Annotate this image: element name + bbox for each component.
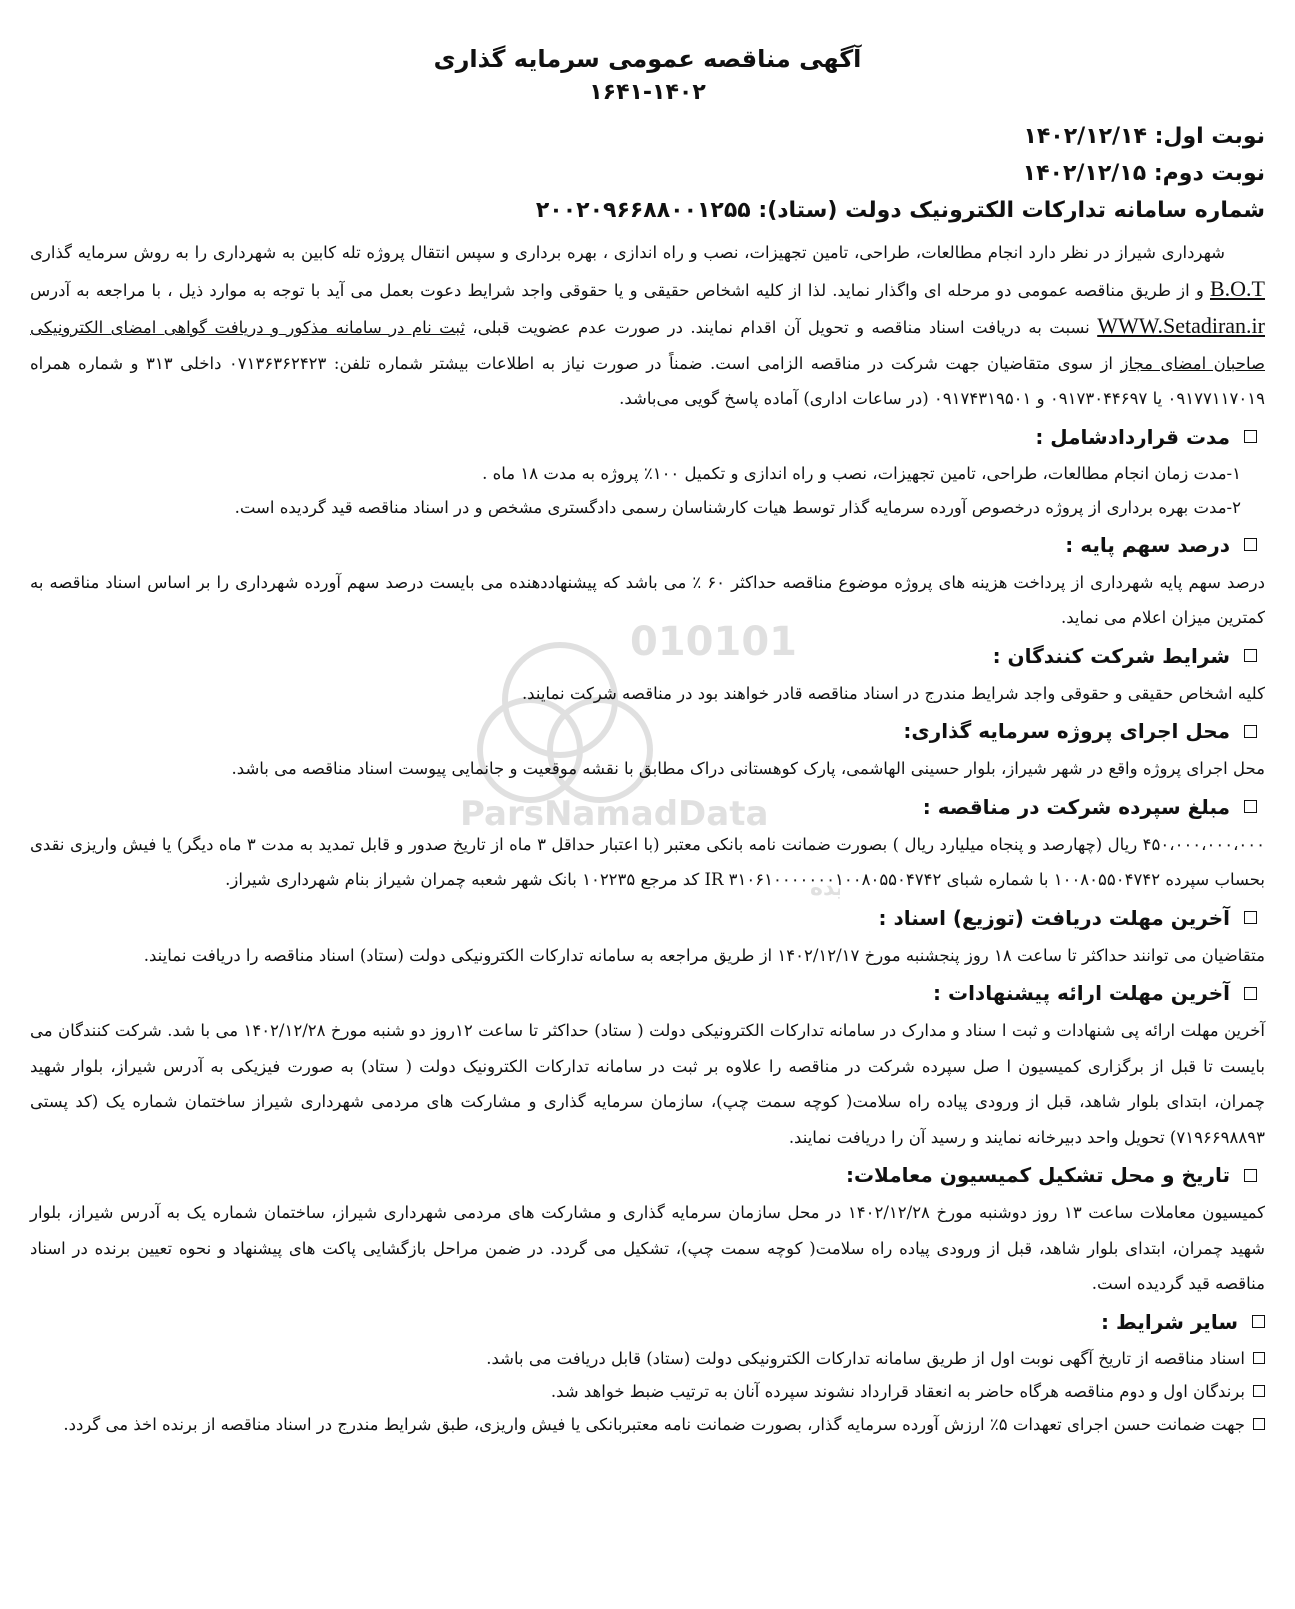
checkbox-square-icon <box>1244 987 1257 1000</box>
offer-deadline-heading-text: آخرین مهلت ارائه پیشنهادات : <box>933 981 1230 1005</box>
other-heading-text: سایر شرایط : <box>1101 1309 1238 1334</box>
share-heading <box>30 525 1265 565</box>
other-bullet-2: برندگان اول و دوم مناقصه هرگاه حاضر به انعقاد قرارداد نشوند سپرده آنان به ترتیب ضبط خواهد شد. <box>550 1381 1245 1401</box>
checkbox-square-icon <box>1253 1418 1265 1430</box>
intro-part1: شهرداری شیراز در نظر دارد انجام مطالعات، طراحی، تامین تجهیزات، نصب و راه اندازی ، بهره برداری و سپس انتقال پروژه تله کابین به شهرداری را به روش سرمایه گذاری <box>30 243 1225 262</box>
intro-paragraph <box>30 235 1265 417</box>
checkbox-square-icon <box>1253 1352 1265 1364</box>
checkbox-square-icon <box>1252 1315 1265 1328</box>
participants-heading-text: شرایط شرکت کنندگان : <box>992 643 1230 668</box>
checkbox-square-icon <box>1244 1169 1257 1182</box>
deposit-text: ۴۵۰،۰۰۰،۰۰۰،۰۰۰ ریال (چهارصد و پنجاه میلیارد ریال ) بصورت ضمانت نامه بانکی معتبر (با اعتبار حداقل ۳ ماه از تاریخ صدور و قابل تمدید به مدت ۳ ماه دیگر) یا فیش واریزی نقدی بحساب سپرده ۱۰۰۸۰۵۵۰۴۷۴۲ با شماره شبای IR ۳۱۰۶۱۰۰۰۰۰۰۰۱۰۰۸۰۵۵۰۴۷۴۲ کد مرجع ۱۰۲۲۳۵ بانک شهر شعبه چمران شیراز بنام شهرداری شیراز. <box>30 834 1265 889</box>
share-heading-text: درصد سهم پایه : <box>1065 532 1230 557</box>
first-notice-label: نوبت اول: <box>1154 124 1265 149</box>
participants-text: کلیه اشخاص حقیقی و حقوقی واجد شرایط مندرج در اسناد مناقصه قادر خواهند بود در مناقصه شرکت نمایند. <box>521 683 1265 703</box>
tender-notice <box>30 42 1265 1441</box>
setad-label: شماره سامانه تدارکات الکترونیک دولت (ستاد): <box>758 198 1265 223</box>
setad-system-number <box>30 192 1265 229</box>
commission-heading-text: تاریخ و محل تشکیل کمیسیون معاملات: <box>845 1163 1230 1187</box>
checkbox-square-icon <box>1244 649 1257 662</box>
intro-part3: نسبت به دریافت اسناد مناقصه و تحویل آن اقدام نمایند. در صورت عدم عضویت قبلی، <box>472 318 1090 337</box>
second-notice <box>30 155 1265 192</box>
list-item <box>30 1342 1265 1375</box>
other-heading <box>30 1302 1265 1342</box>
second-notice-date: ۱۴۰۲/۱۲/۱۵ <box>1022 161 1147 186</box>
commission-text: کمیسیون معاملات ساعت ۱۳ روز دوشنبه مورخ ۱۴۰۲/۱۲/۲۸ در محل سازمان سرمایه گذاری و مشارکت های مردمی شهرداری شیراز، ساختمان شماره یک به آدرس شیراز، بلوار شهید چمران، ابتدای بلوار شاهد، قبل از ورودی پیاده راه سلامت( کوچه سمت چپ)، تشکیل می گردد. در ضمن مراحل بازگشایی پاکت های پیشنهاد و نحوه تعیین برنده در اسناد مناقصه قید گردیده است. <box>30 1203 1266 1293</box>
second-notice-label: نوبت دوم: <box>1153 161 1265 186</box>
other-bullet-1: اسناد مناقصه از تاریخ آگهی نوبت اول از طریق سامانه تدارکات الکترونیکی دولت (ستاد) قابل دریافت می باشد. <box>486 1348 1245 1368</box>
docs-deadline-heading <box>30 898 1265 938</box>
watermark-brand: ParsNamadData <box>460 794 769 834</box>
offer-deadline-text: آخرین مهلت ارائه پی شنهادات و ثبت ا سناد و مدارک در سامانه تدارکات الکترونیکی دولت ( ستاد) حداکثر تا ساعت ۱۲روز دو شنبه مورخ ۱۴۰۲/۱۲/۲۸ می با شد. شرکت کنندگان می بایست تا قبل از برگزاری کمیسیون ا صل سپرده شرکت در مناقصه را علاوه بر ثبت در سامانه تدارکات الکترونیک دولت ( ستاد) به صورت فیزیکی به آدرس شیراز، بلوار شهید چمران، ابتدای بلوار شاهد، قبل از ورودی پیاده راه سلامت( کوچه سمت چپ)، سازمان سرمایه گذاری و مشارکت های مردمی شهرداری شیراز ساختمان شماره یک (کد پستی ۷۱۹۶۶۹۸۸۹۳) تحویل واحد دبیرخانه نمایند و رسید آن را دریافت نمایند. <box>30 1021 1266 1147</box>
participants-heading <box>30 636 1265 676</box>
share-text: درصد سهم پایه شهرداری از پرداخت هزینه های پروژه موضوع مناقصه حداکثر ۶۰ ٪ می باشد که پیشنهاددهنده می بایست درصد سهم آورده شهرداری را بر اساس اسناد مناقصه به کمترین میزان اعلام می نماید. <box>30 572 1265 627</box>
bot-label: B.O.T <box>1210 275 1265 301</box>
location-heading <box>30 711 1265 751</box>
setad-number: ۲۰۰۲۰۹۶۶۸۸۰۰۱۲۵۵ <box>535 198 751 223</box>
checkbox-square-icon <box>1244 430 1257 443</box>
first-notice-date: ۱۴۰۲/۱۲/۱۴ <box>1023 124 1147 149</box>
other-bullet-3: جهت ضمانت حسن اجرای تعهدات ۵٪ ارزش آورده سرمایه گذار، بصورت ضمانت نامه معتبربانکی یا فیش واریزی، طبق شرایط مندرج در اسناد مناقصه از برنده اخذ می گردد. <box>63 1414 1245 1434</box>
commission-heading <box>30 1155 1265 1195</box>
duration-heading-text: مدت قراردادشامل : <box>1035 424 1230 449</box>
tender-code: ۱۶۴۱-۱۴۰۲ <box>589 80 706 105</box>
setadiran-link[interactable]: WWW.Setadiran.ir <box>1097 313 1265 338</box>
notice-title: آگهی مناقصه عمومی سرمایه گذاری <box>433 45 862 73</box>
checkbox-square-icon <box>1244 800 1257 813</box>
intro-part2: و از طریق مناقصه عمومی دو مرحله ای واگذار نماید. لذا از کلیه اشخاص حقیقی و یا حقوقی واجد شرایط دعوت بعمل می آید با توجه به موارد ذیل ، با مراجعه به آدرس <box>30 280 1204 300</box>
intro-underlined: ثبت نام در سامانه مذکور و دریافت گواهی امضای الکترونیکی صاحبان امضای مجاز <box>30 318 1266 373</box>
docs-deadline-heading-text: آخرین مهلت دریافت (توزیع) اسناد : <box>878 905 1230 930</box>
list-item <box>30 1375 1265 1408</box>
list-item <box>30 1408 1265 1441</box>
watermark-caption: ده <box>810 876 836 901</box>
duration-item-2: ۲-مدت بهره برداری از پروژه درخصوص آورده سرمایه گذار توسط هیات کارشناسان رسمی دادگستری مشخص و در اسناد مناقصه قید گردیده است. <box>234 497 1241 517</box>
duration-heading <box>30 417 1265 457</box>
intro-part4: از سوی متقاضیان جهت شرکت در مناقصه الزامی است. ضمناً در صورت نیاز به اطلاعات بیشتر شماره تلفن: ۰۷۱۳۶۳۶۲۴۲۳ داخلی ۳۱۳ و شماره همراه ۰۹۱۷۷۱۱۷۰۱۹ یا ۰۹۱۷۳۰۴۴۶۹۷ و ۰۹۱۷۴۳۱۹۵۰۱ (در ساعات اداری) آماده پاسخ گویی می‌باشد. <box>30 353 1265 408</box>
first-notice <box>30 118 1265 155</box>
checkbox-square-icon <box>1244 911 1257 924</box>
offer-deadline-heading <box>30 973 1265 1013</box>
location-heading-text: محل اجرای پروژه سرمایه گذاری: <box>903 719 1230 743</box>
docs-deadline-text: متقاضیان می توانند حداکثر تا ساعت ۱۸ روز پنجشنبه مورخ ۱۴۰۲/۱۲/۱۷ از طریق مراجعه به سامانه تدارکات الکترونیکی دولت (ستاد) اسناد مناقصه را دریافت نمایند. <box>143 945 1265 965</box>
deposit-heading-text: مبلغ سپرده شرکت در مناقصه : <box>922 794 1230 819</box>
checkbox-square-icon <box>1253 1385 1265 1397</box>
watermark-digits: 010101 <box>630 619 797 665</box>
location-text: محل اجرای پروژه واقع در شهر شیراز، بلوار حسینی الهاشمی، پارک کوهستانی دراک مطابق با نقشه موقعیت و جانمایی پیوست اسناد مناقصه می باشد. <box>231 759 1265 778</box>
duration-item-1: ۱-مدت زمان انجام مطالعات، طراحی، تامین تجهیزات، نصب و راه اندازی و تکمیل ۱۰۰٪ پروژه به مدت ۱۸ ماه . <box>482 463 1241 483</box>
checkbox-square-icon <box>1244 538 1257 551</box>
checkbox-square-icon <box>1244 725 1257 738</box>
deposit-heading <box>30 787 1265 827</box>
